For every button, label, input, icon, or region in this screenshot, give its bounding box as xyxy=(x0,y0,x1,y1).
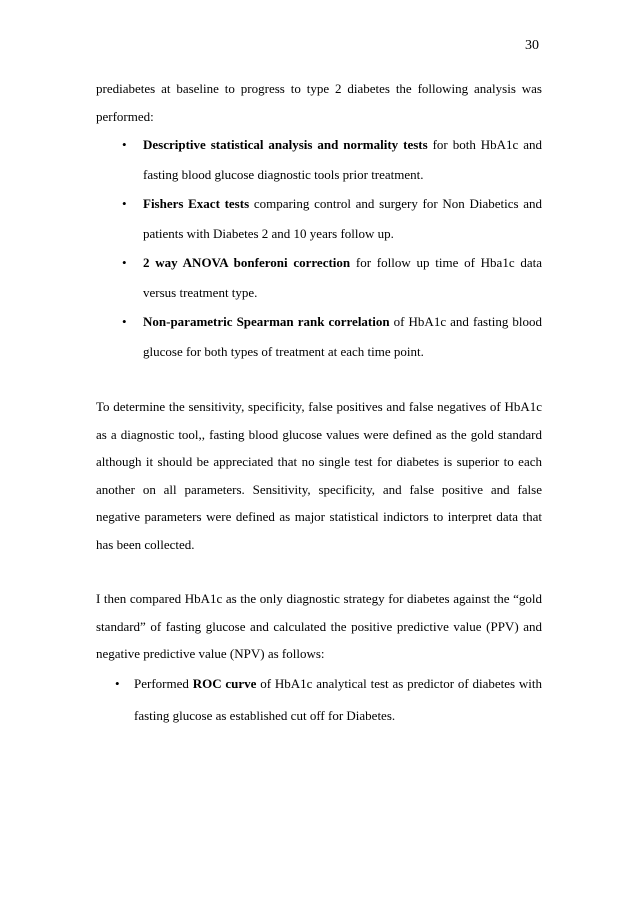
list-item-bold: 2 way ANOVA bonferoni correction xyxy=(143,255,351,270)
paragraph-spacer xyxy=(96,558,542,585)
list-item xyxy=(96,307,542,366)
analysis-list xyxy=(96,130,542,366)
bullet-icon: • xyxy=(115,675,120,691)
intro-paragraph: prediabetes at baseline to progress to type 2 diabetes the following analysis was performed: xyxy=(96,81,542,124)
bullet-icon: • xyxy=(122,314,127,329)
bullet-icon: • xyxy=(122,137,127,152)
list-item-bold: Descriptive statistical analysis and normality tests xyxy=(143,137,428,152)
list-item-bold: Fishers Exact tests xyxy=(143,196,250,211)
list-item-text: for both HbA1c and fasting blood glucose diagnostic tools prior treatment. xyxy=(143,137,543,182)
page-number: 30 xyxy=(525,38,539,53)
list-item-text: of HbA1c and fasting blood glucose for both types of treatment at each time point. xyxy=(143,314,543,359)
list-item-text: for follow up time of Hba1c data versus treatment type. xyxy=(143,255,542,300)
list-item xyxy=(96,189,542,248)
page-body xyxy=(96,75,542,732)
bullet-icon: • xyxy=(122,255,127,270)
list-item xyxy=(96,668,542,732)
paragraph-spacer xyxy=(96,366,542,393)
list-item-bold: Non-parametric Spearman rank correlation xyxy=(143,314,390,329)
list-item-prefix: Performed xyxy=(134,675,193,691)
roc-list xyxy=(96,668,542,732)
list-item-text: of HbA1c analytical test as predictor of diabetes with fasting glucose as established cut off for Diabetes. xyxy=(134,675,542,723)
list-item-bold: ROC curve xyxy=(192,675,257,691)
list-item xyxy=(96,130,542,189)
list-item xyxy=(96,248,542,307)
list-item-text: comparing control and surgery for Non Diabetics and patients with Diabetes 2 and 10 years follow up. xyxy=(143,196,542,241)
bullet-icon: • xyxy=(122,196,127,211)
sensitivity-paragraph: To determine the sensitivity, specificity, false positives and false negatives of HbA1c as a diagnostic tool,, fasting blood glucose values were defined as the gold standard although it should be appreciated that no single test for diabetes is superior to each another on all parameters. Sensitivity, specificity, and false positive and false negative parameters were defined as major statistical indictors to interpret data that has been collected. xyxy=(96,399,542,552)
comparison-paragraph: I then compared HbA1c as the only diagnostic strategy for diabetes against the “gold standard” of fasting glucose and calculated the positive predictive value (PPV) and negative predictive value (NPV) as follows: xyxy=(96,591,542,661)
